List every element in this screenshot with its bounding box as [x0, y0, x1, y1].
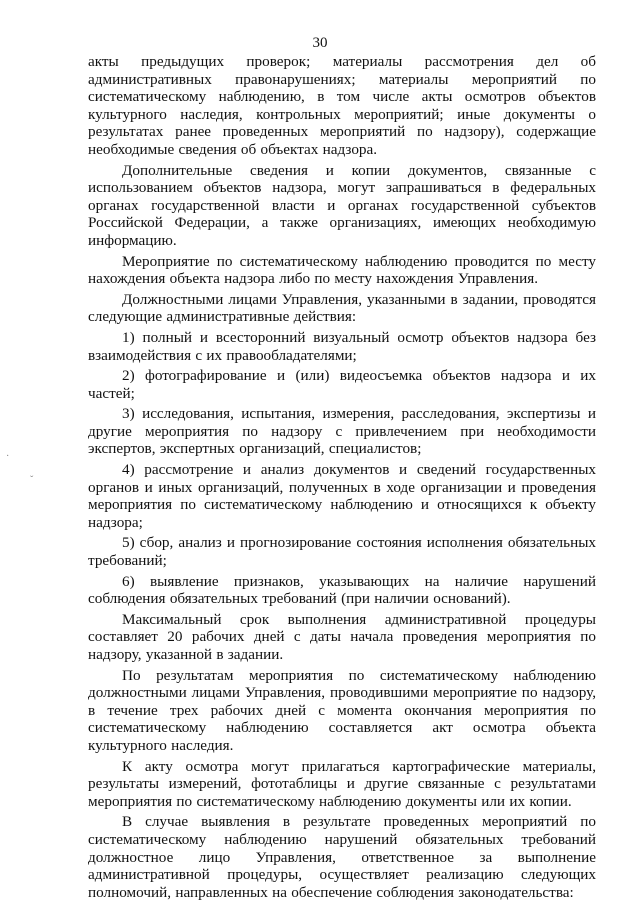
paragraph-results: По результатам мероприятия по систематическому наблюдению должностными лицами Управления, проводившими мероприятие по надзору, в течение трех рабочих дней с момента окончания мероприятия по систематическому наблюдению составляется акт осмотра объекта культурного наследия. — [88, 666, 596, 754]
list-item-1: 1) полный и всесторонний визуальный осмотр объектов надзора без взаимодействия с их правообладателями; — [88, 328, 596, 364]
scan-speck: ˇ — [30, 475, 34, 486]
document-body — [88, 53, 596, 904]
list-item-2: 2) фотографирование и (или) видеосъемка объектов надзора и их частей; — [88, 367, 596, 402]
list-item-6: 6) выявление признаков, указывающих на наличие нарушений соблюдения обязательных требований (при наличии оснований). — [88, 572, 596, 608]
list-item-3: 3) исследования, испытания, измерения, расследования, экспертизы и другие мероприятия по надзору с привлечением при необходимости экспертов, экспертных организаций, специалистов; — [88, 405, 596, 458]
paragraph-attachments: К акту осмотра могут прилагаться картографические материалы, результаты измерений, фототаблицы и другие связанные с результатами мероприятия по систематическому наблюдению документы или их копии. — [88, 757, 596, 810]
scan-speck: · — [6, 451, 10, 462]
paragraph-location: Мероприятие по систематическому наблюдению проводится по месту нахождения объекта надзора либо по месту нахождения Управления. — [88, 252, 596, 288]
list-item-5: 5) сбор, анализ и прогнозирование состояния исполнения обязательных требований; — [88, 534, 596, 570]
paragraph-additional-info: Дополнительные сведения и копии документов, связанные с использованием объектов надзора, могут запрашиваться в федеральных органах государственной власти и органах государственной субъектов Российской Федерации, а также организациях, имеющих необходимую информацию. — [88, 161, 596, 249]
list-item-4: 4) рассмотрение и анализ документов и сведений государственных органов и иных организаций, полученных в ходе организации и проведения мероприятия по систематическому наблюдению и относящихся к объекту надзора; — [88, 461, 596, 531]
paragraph-continuation: акты предыдущих проверок; материалы рассмотрения дел об административных правонарушениях; материалы мероприятий по систематическому наблюдению, в том числе акты осмотров объектов культурного наследия, контрольных мероприятий; иные документы о результатах ранее проведенных мероприятий по надзору), содержащие необходимые сведения об объектах надзора. — [88, 53, 596, 158]
paragraph-actions-intro: Должностными лицами Управления, указанными в задании, проводятся следующие административные действия: — [88, 290, 596, 326]
paragraph-violations: В случае выявления в результате проведенных мероприятий по систематическому наблюдению нарушений обязательных требований должностное лицо Управления, ответственное за выполнение административной процедуры, осуществляет реализацию следующих полномочий, направленных на обеспечение соблюдения законодательства: — [88, 813, 596, 901]
page-number: 30 — [312, 35, 328, 51]
paragraph-max-term: Максимальный срок выполнения административной процедуры составляет 20 рабочих дней с даты начала проведения мероприятия по надзору, указанной в задании. — [88, 610, 596, 663]
